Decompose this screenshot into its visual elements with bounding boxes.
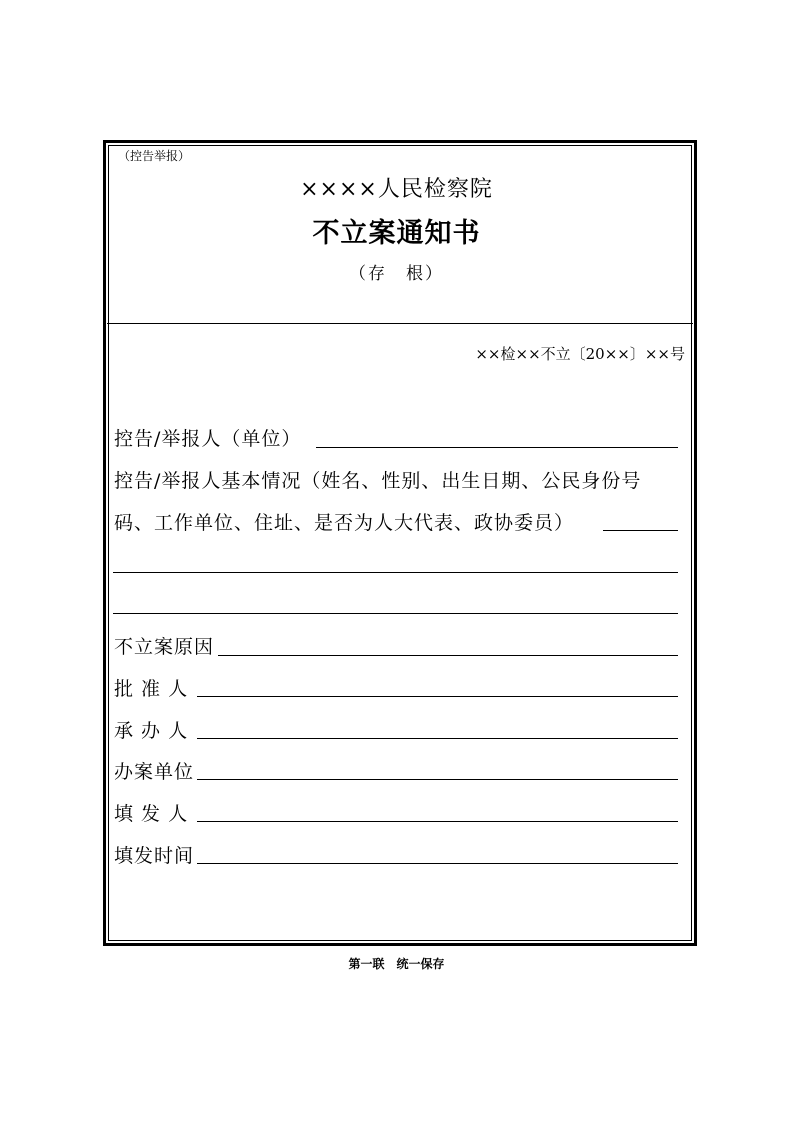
reason-blank[interactable] [218,655,678,656]
reason-label: 不立案原因 [114,636,215,658]
header-divider [107,323,693,324]
issue-time-blank[interactable] [197,863,678,864]
handling-unit-label: 办案单位 [114,761,195,783]
complainant-label: 控告/举报人（单位） [114,428,302,450]
document-number: ××检××不立〔20××〕××号 [475,345,685,363]
document-title: 不立案通知书 [312,218,481,249]
basic-info-blank-3[interactable] [113,613,678,614]
issuer-label: 填 发 人 [114,803,189,825]
issue-time-label: 填发时间 [114,845,195,867]
approver-blank[interactable] [197,696,678,697]
approver-label: 批 准 人 [114,678,189,700]
handling-unit-blank[interactable] [197,779,678,780]
footer-note: 第一联 统一保存 [348,957,445,971]
organization-name: ××××人民检察院 [300,177,493,202]
complainant-blank[interactable] [316,447,678,448]
basic-info-blank-2[interactable] [113,572,678,573]
copy-type-label: （存 根） [349,264,444,284]
basic-info-label-line2: 码、工作单位、住址、是否为人大代表、政协委员） [114,512,575,534]
handler-blank[interactable] [197,738,678,739]
basic-info-label-line1: 控告/举报人基本情况（姓名、性别、出生日期、公民身份号 [114,470,642,492]
basic-info-blank-1[interactable] [603,530,678,531]
issuer-blank[interactable] [197,821,678,822]
handler-label: 承 办 人 [114,720,189,742]
category-label: （控告举报） [118,149,191,163]
